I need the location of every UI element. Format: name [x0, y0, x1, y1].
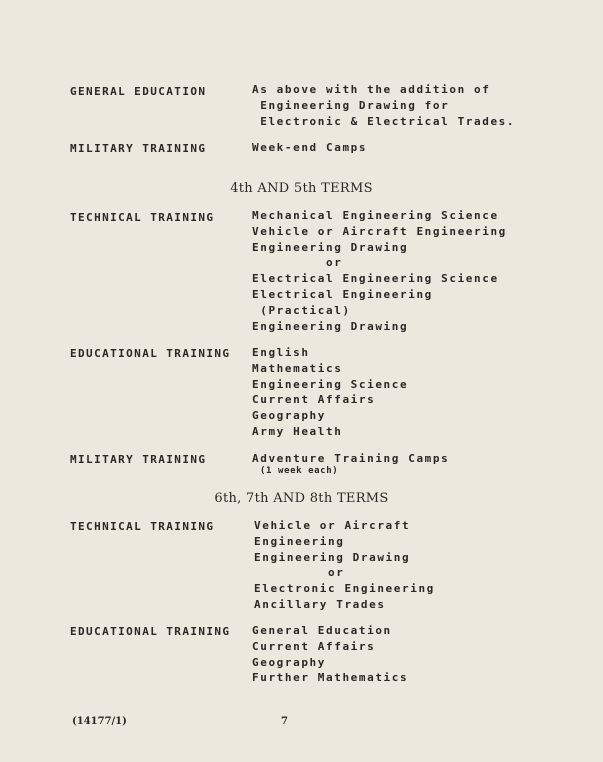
military-training-lines-2 — [252, 451, 449, 476]
military-training-note: (1 week each) — [260, 465, 339, 476]
educational-training-label: EDUCATIONAL TRAINING — [70, 347, 231, 360]
educational-training-line: Mathematics — [252, 361, 343, 375]
general-education-line: Electronic & Electrical Trades. — [252, 114, 516, 128]
technical-training-line: Electronic Engineering — [254, 582, 435, 596]
military-training-line: Week-end Camps — [252, 141, 368, 154]
military-training-lines — [252, 140, 367, 156]
technical-training-line: Mechanical Engineering Science — [252, 209, 499, 222]
technical-training-lines-2 — [254, 518, 435, 613]
general-education-line: Engineering Drawing for — [252, 98, 450, 112]
educational-training-lines-2 — [252, 623, 408, 686]
general-education-lines — [252, 82, 515, 129]
technical-training-label: TECHNICAL TRAINING — [70, 211, 215, 224]
educational-training-lines — [252, 345, 408, 440]
terms-6-7-8-heading: 6th, 7th AND 8th TERMS — [214, 491, 389, 506]
terms-4-5-heading: 4th AND 5th TERMS — [230, 181, 373, 196]
educational-training-line: Current Affairs — [252, 639, 376, 653]
technical-training-line: or — [252, 256, 343, 270]
general-education-label: GENERAL EDUCATION — [70, 85, 207, 98]
military-training-label-2: MILITARY TRAINING — [70, 453, 207, 466]
technical-training-line: Engineering Drawing — [254, 550, 411, 564]
technical-training-line: Engineering Drawing — [252, 240, 409, 254]
military-training-label: MILITARY TRAINING — [70, 142, 207, 155]
technical-training-lines — [252, 208, 507, 334]
technical-training-line: Electrical Engineering Science — [252, 272, 499, 286]
technical-training-line: Electrical Engineering — [252, 287, 433, 301]
educational-training-line: General Education — [252, 624, 392, 637]
technical-training-line: Engineering — [254, 534, 345, 548]
technical-training-line: Ancillary Trades — [254, 597, 386, 611]
page-number: 7 — [281, 716, 288, 727]
educational-training-line: English — [252, 346, 310, 359]
technical-training-line: Vehicle or Aircraft Engineering — [252, 224, 507, 238]
educational-training-line: Geography — [252, 409, 327, 423]
technical-training-line: Vehicle or Aircraft — [254, 519, 411, 532]
educational-training-line: Army Health — [252, 424, 343, 438]
document-reference: (14177/1) — [72, 716, 127, 727]
military-training-line: Adventure Training Camps — [252, 452, 450, 465]
educational-training-label-2: EDUCATIONAL TRAINING — [70, 625, 231, 638]
technical-training-line: (Practical) — [252, 303, 351, 317]
technical-training-label-2: TECHNICAL TRAINING — [70, 520, 215, 533]
educational-training-line: Engineering Science — [252, 377, 409, 391]
general-education-line: As above with the addition of — [252, 83, 491, 96]
educational-training-line: Current Affairs — [252, 393, 376, 407]
educational-training-line: Further Mathematics — [252, 671, 409, 685]
technical-training-line: Engineering Drawing — [252, 319, 409, 333]
educational-training-line: Geography — [252, 655, 327, 669]
technical-training-line: or — [254, 566, 345, 580]
